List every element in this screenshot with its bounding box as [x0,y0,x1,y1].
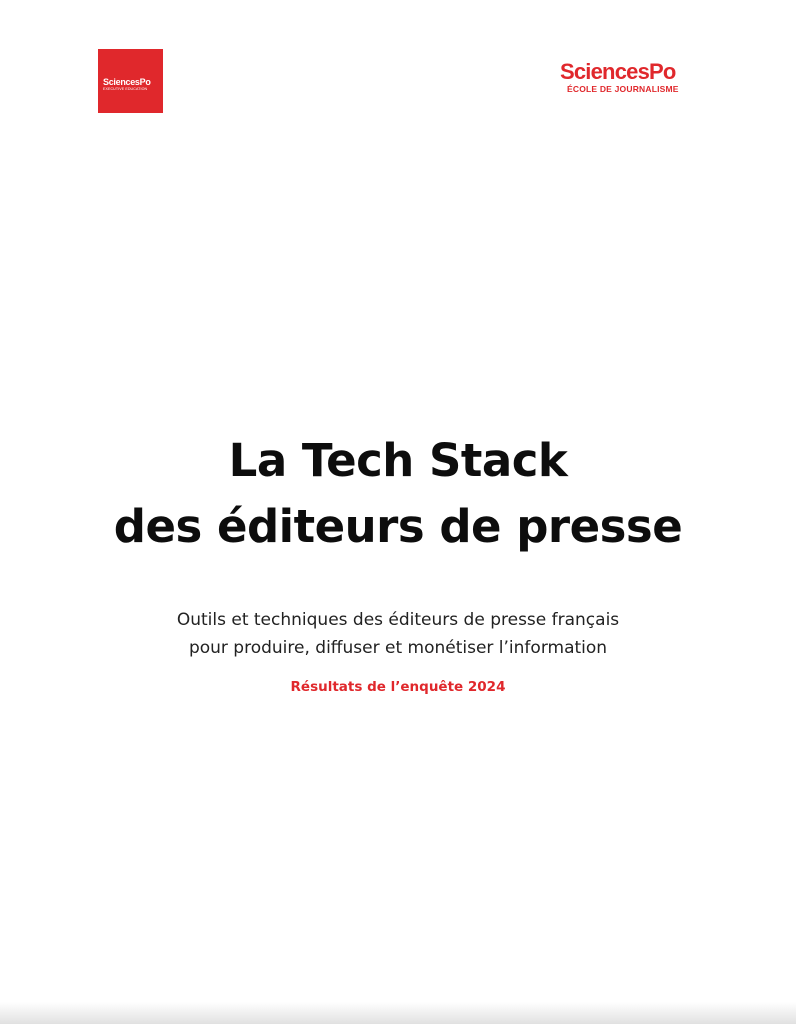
document-title [0,428,796,560]
logo-left-name: SciencesPo [103,77,151,87]
sciencespo-executive-education-logo [98,49,163,113]
survey-results-label: Résultats de l’enquête 2024 [290,679,506,695]
subtitle-line-2: pour produire, diffuser et monétiser l’information [188,638,608,658]
title-line-1: La Tech Stack [228,434,568,487]
document-subtitle [0,606,796,662]
title-line-2: des éditeurs de presse [113,500,683,553]
page-bottom-shadow [0,1002,796,1024]
sciencespo-journalism-school-logo [560,60,710,94]
subtitle-line-1: Outils et techniques des éditeurs de presse français [176,610,620,630]
logo-right-name: SciencesPo [560,59,676,84]
logo-left-subtitle: EXECUTIVE EDUCATION [103,87,148,91]
logo-right-subtitle: ÉCOLE DE JOURNALISME [567,84,679,94]
